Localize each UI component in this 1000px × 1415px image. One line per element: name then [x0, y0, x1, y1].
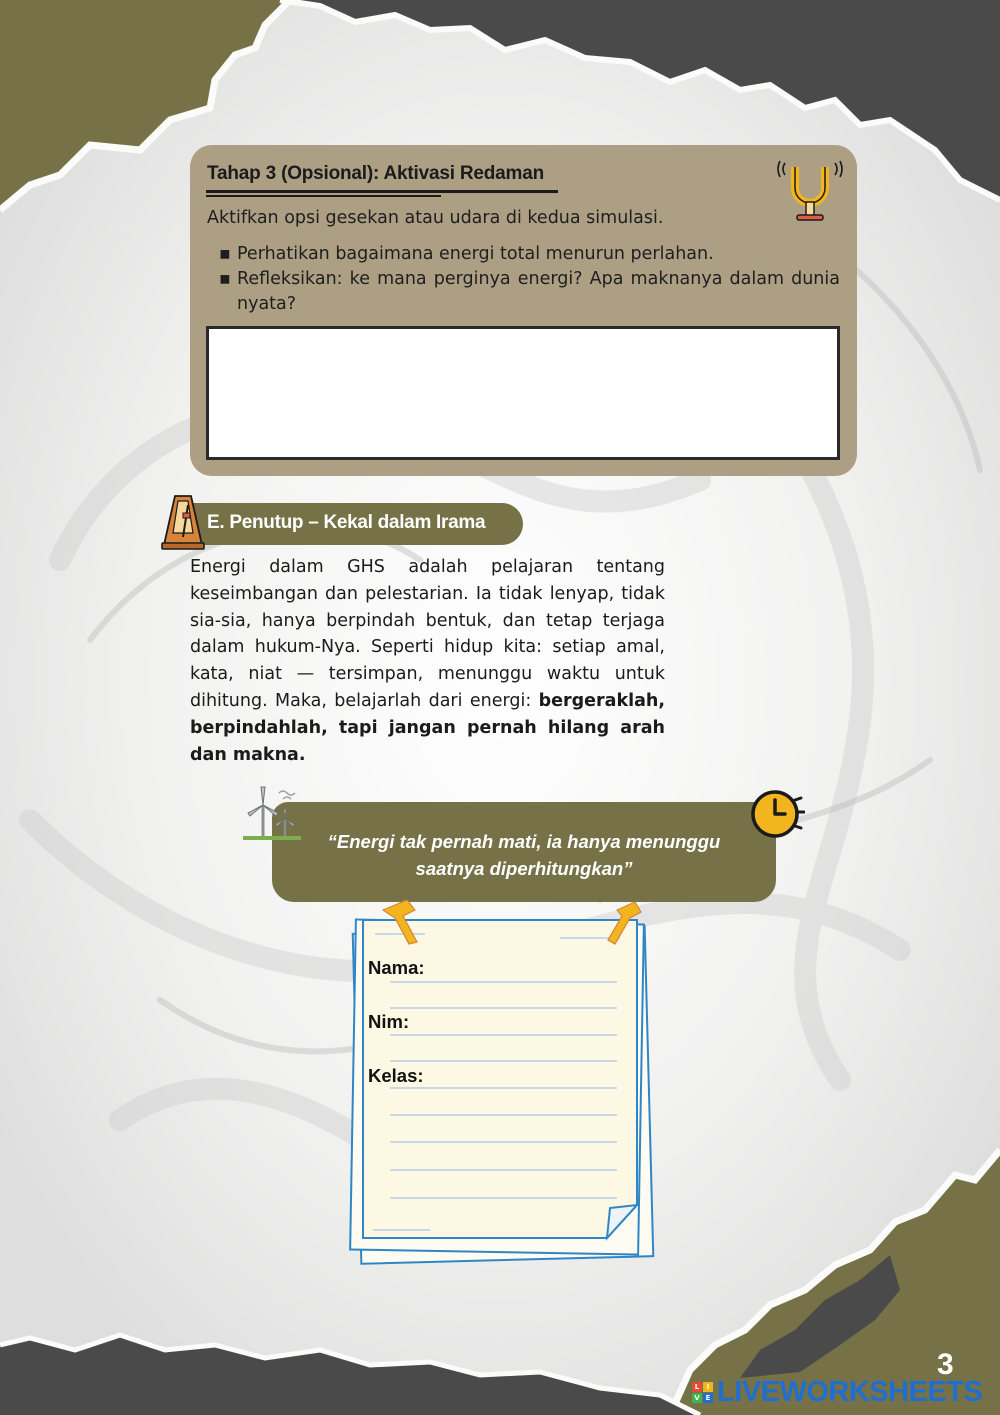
student-info-note [345, 900, 660, 1270]
list-item [216, 267, 840, 317]
metronome-icon [160, 493, 206, 551]
brand-letter: L [692, 1382, 702, 1392]
page-number: 3 [937, 1348, 954, 1381]
section-e-body-text: Energi dalam GHS adalah pelajaran tentang keseimbangan dan pelestarian. Ia tidak lenyap, tidak sia-sia, hanya berpindah bentuk, dan tetap terjaga dalam hukum-Nya. Seperti hidup kita: setiap amal, kata, niat — tersimpan, menunggu waktu untuk dihitung. Maka, belajarlah dari energi: [190, 557, 665, 711]
answer-input[interactable] [206, 326, 840, 460]
step-3-card [190, 145, 857, 476]
wind-turbine-icon [243, 785, 301, 843]
section-e-title: E. Penutup – Kekal dalam Irama [207, 512, 486, 533]
title-underline [206, 190, 558, 193]
section-e-header [182, 503, 523, 545]
brand-grid-icon [692, 1382, 713, 1403]
brand-letter: I [703, 1382, 713, 1392]
class-label: Kelas: [368, 1065, 424, 1086]
list-item-text: Perhatikan bagaimana energi total menurun perlahan. [237, 244, 714, 264]
name-label: Nama: [368, 957, 425, 978]
bullet-icon: ▪ [219, 244, 231, 264]
liveworksheets-logo[interactable] [692, 1376, 982, 1409]
brand-letter: E [703, 1393, 713, 1403]
list-item [216, 242, 840, 267]
section-e-body-bold: bergeraklah, berpindahlah, tapi jangan pernah hilang arah dan makna. [190, 690, 665, 765]
step-3-title: Tahap 3 (Opsional): Aktivasi Redaman [207, 163, 544, 184]
list-item-text: Refleksikan: ke mana perginya energi? Apa maknanya dalam dunia nyata? [237, 269, 840, 314]
quote-box [272, 802, 776, 902]
bullet-icon: ▪ [219, 269, 231, 289]
brand-letter: V [692, 1393, 702, 1403]
section-e-body [190, 554, 665, 768]
quote-text: “Energi tak pernah mati, ia hanya menunggu saatnya diperhitungkan” [327, 831, 721, 879]
brand-name: LIVEWORKSHEETS [717, 1376, 983, 1408]
clock-icon [749, 786, 805, 842]
title-underline [206, 195, 441, 197]
step-3-bullet-list [216, 242, 840, 317]
tuning-fork-icon [775, 153, 845, 223]
nim-label: Nim: [368, 1011, 410, 1032]
step-3-intro: Aktifkan opsi gesekan atau udara di kedua simulasi. [207, 208, 664, 228]
